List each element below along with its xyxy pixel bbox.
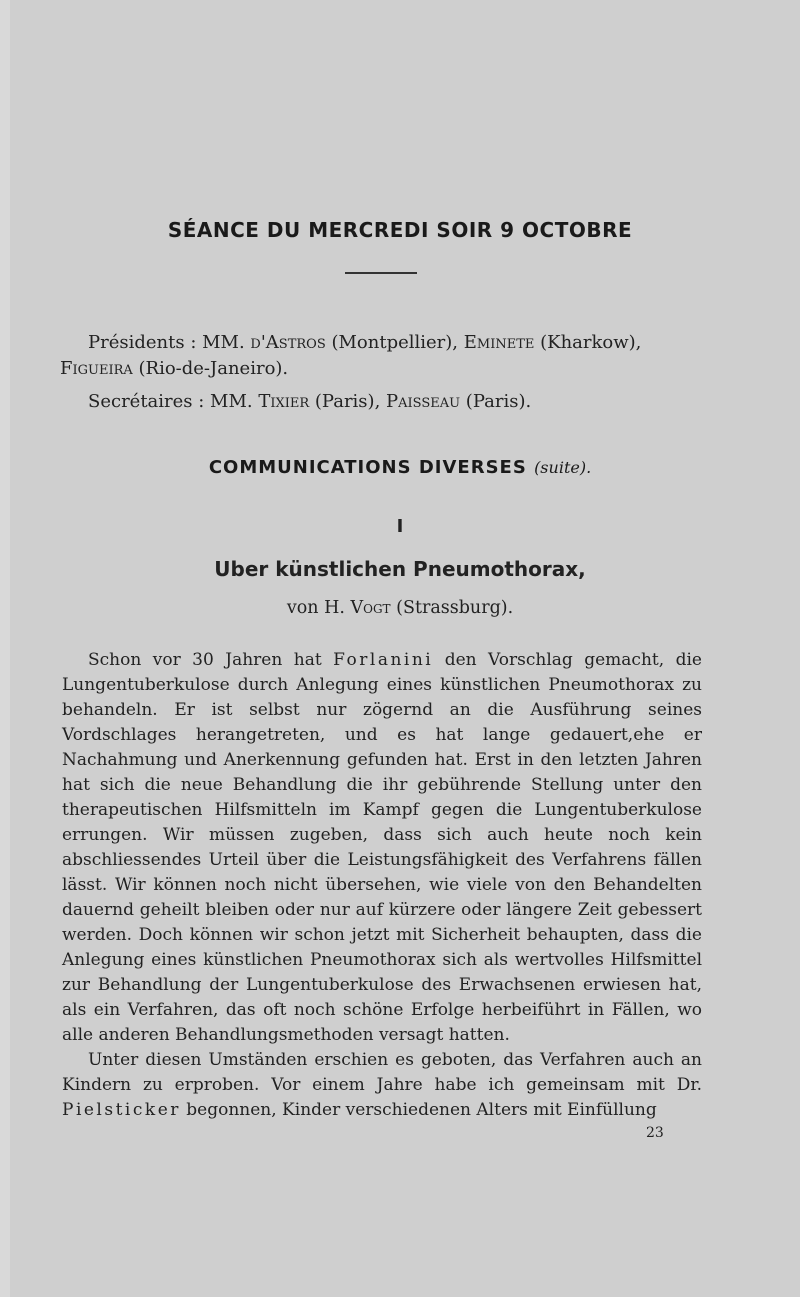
person-name: Forlanini bbox=[333, 650, 434, 670]
secretary-name: Tixier bbox=[258, 391, 310, 412]
secretaires-label: Secrétaires : MM. bbox=[88, 391, 259, 412]
paragraph-text: begonnen, Kinder verschiedenen Alters mit Einfüllung bbox=[180, 1100, 657, 1120]
person-name: Pielsticker bbox=[62, 1100, 181, 1120]
president-city: (Montpellier), bbox=[325, 332, 464, 353]
president-name: Figueira bbox=[60, 358, 133, 379]
article-body bbox=[62, 648, 702, 1123]
title-divider bbox=[345, 272, 417, 274]
paragraph bbox=[62, 1048, 702, 1123]
section-heading bbox=[0, 457, 800, 478]
byline bbox=[0, 598, 800, 618]
secretary-city: (Paris). bbox=[460, 391, 532, 412]
president-city: (Kharkow), bbox=[534, 332, 642, 353]
president-city: (Rio-de-Janeiro). bbox=[132, 358, 289, 379]
secretary-city: (Paris), bbox=[309, 391, 387, 412]
paragraph-text: Unter diesen Umständen erschien es geboten, das Verfahren auch an Kindern zu erproben. Vor einem Jahre habe ich gemeinsam mit Dr. bbox=[62, 1050, 702, 1095]
president-name: d'Astros bbox=[250, 332, 326, 353]
president-name: Eminete bbox=[463, 332, 535, 353]
author-place: (Strassburg). bbox=[390, 598, 514, 618]
paragraph-text: Schon vor 30 Jahren hat bbox=[88, 650, 334, 670]
presidents-label: Présidents : MM. bbox=[88, 332, 251, 353]
byline-prefix: von H. bbox=[286, 598, 351, 618]
page-number: 23 bbox=[646, 1125, 664, 1141]
secretary-name: Paisseau bbox=[386, 391, 461, 412]
section-heading-text: COMMUNICATIONS DIVERSES bbox=[208, 457, 535, 478]
section-suite: (suite). bbox=[534, 458, 592, 477]
presidents-line bbox=[60, 330, 710, 382]
session-title: SÉANCE DU MERCREDI SOIR 9 OCTOBRE bbox=[167, 218, 633, 242]
paragraph-text: den Vorschlag gemacht, die Lungentuberkulose durch Anlegung eines künstlichen Pneumothorax zu behandeln. Er ist selbst nur zögernd an die Ausführung seines Vordschlages herangetreten, und es hat lange gedauert,ehe er Nachahmung und Anerkennung gefunden hat. Erst in den letzten Jahren hat sich die neue Behandlung die ihr gebührende Stellung unter den therapeutischen Hilfsmitteln im Kampf gegen die Lungentuberkulose errungen. Wir müssen zugeben, dass sich auch heute noch kein abschliessendes Urteil über die Leistungsfähigkeit des Verfahrens fällen lässt. Wir können noch nicht übersehen, wie viele von den Behandelten dauernd geheilt bleiben oder nur auf kürzere oder längere Zeit gebessert werden. Doch können wir schon jetzt mit Sicherheit behaupten, dass die Anlegung eines künstlichen Pneumothorax sich als wertvolles Hilfsmittel zur Behandlung der Lungentuberkulose des Erwachsenen erwiesen hat, als ein Verfahren, das oft noch schöne Erfolge herbeiführt in Fällen, wo alle anderen Behandlungsmethoden versagt hatten. bbox=[62, 650, 702, 1045]
paragraph bbox=[62, 648, 702, 1048]
article-number: I bbox=[396, 516, 404, 537]
article-title: Uber künstlichen Pneumothorax, bbox=[214, 557, 586, 581]
secretaires-line bbox=[88, 389, 738, 415]
author-name: Vogt bbox=[350, 598, 391, 618]
